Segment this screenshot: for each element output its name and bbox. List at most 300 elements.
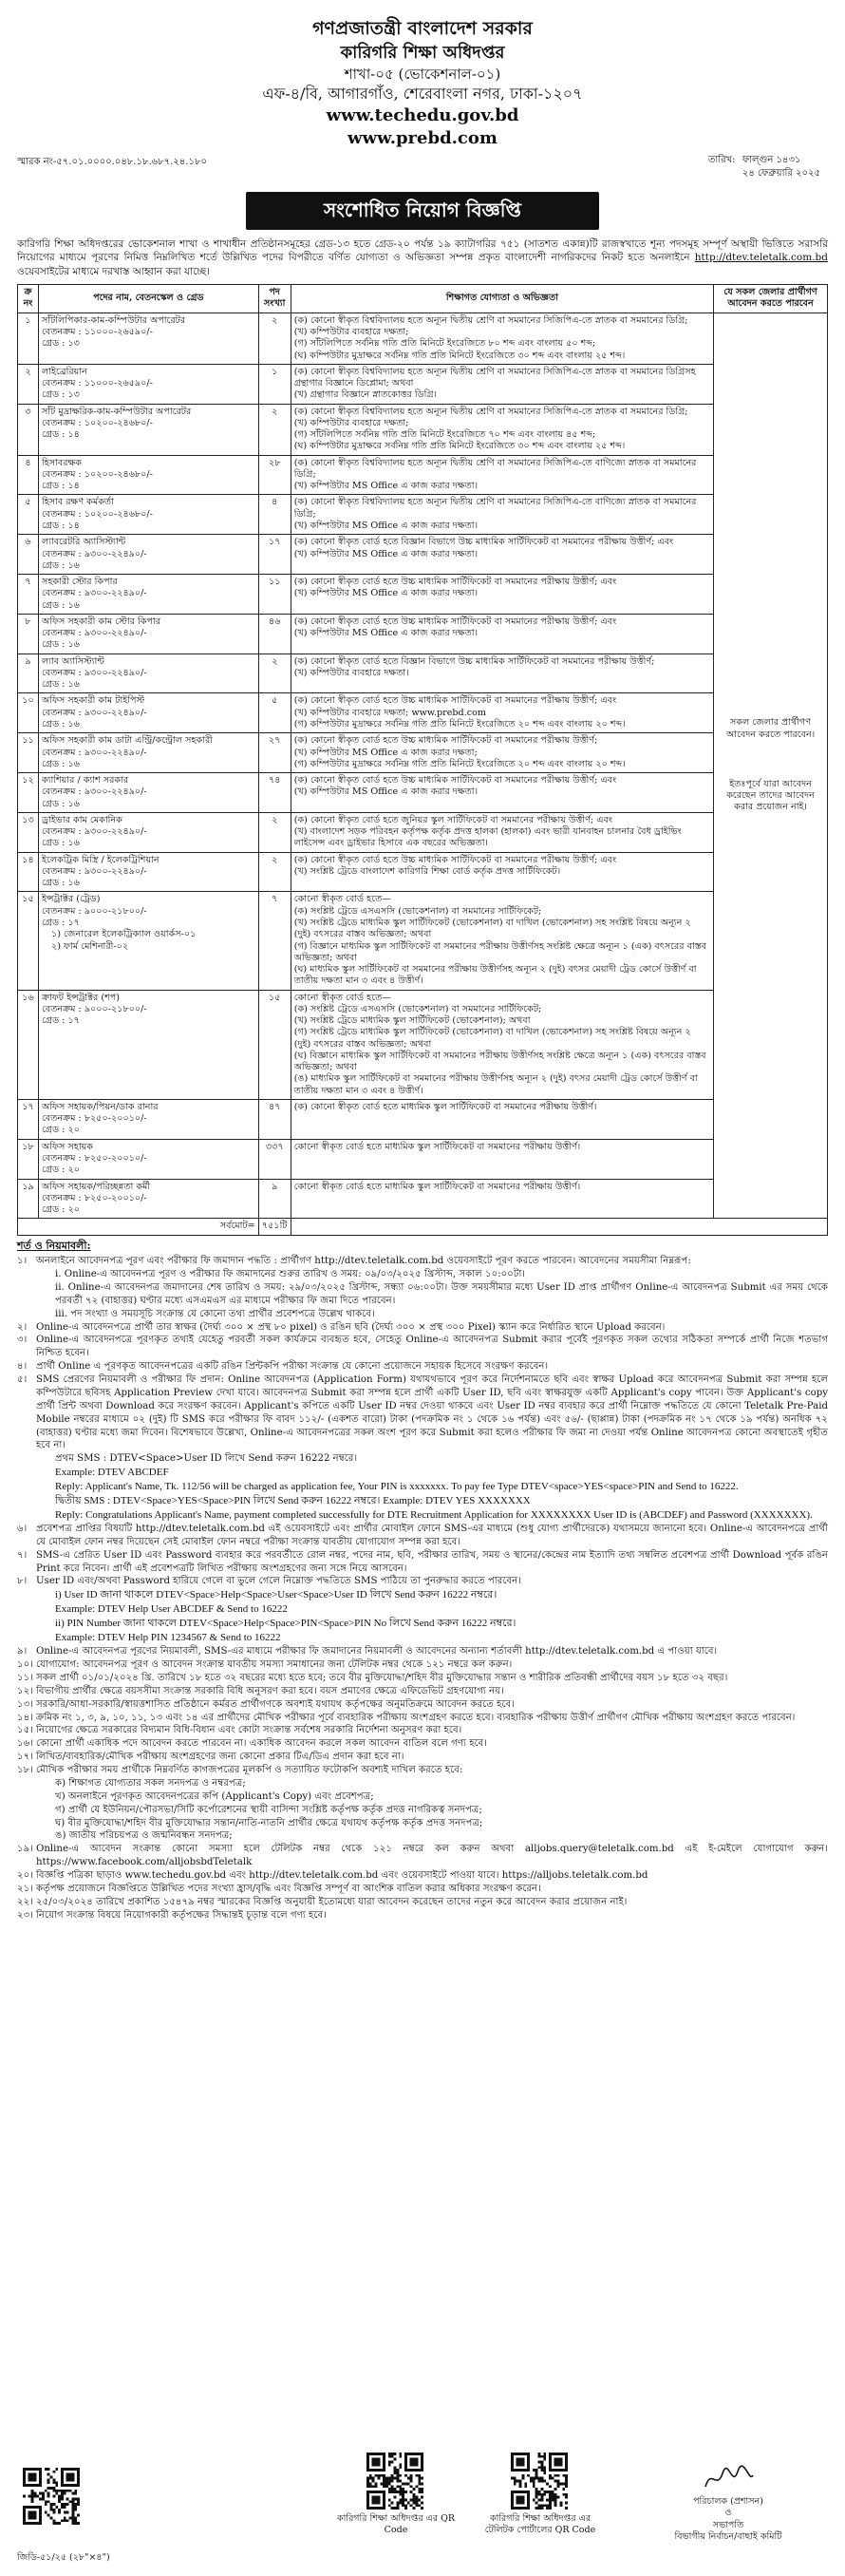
post-post: অফিস সহকারী কাম স্টোর কিপার [41,616,160,627]
qualification-line: (খ) কম্পিউটার MS Office এ কাজ করার দক্ষতা। [293,588,479,599]
qualification-line: (খ) সংশ্লিষ্ট ট্রেডে বাংলাদেশ কারিগরি শিক্ষা বোর্ড কর্তৃক প্রদত্ত সার্টিফিকেট। [293,865,561,877]
condition-item [17,1452,828,1466]
row-serial: ১ [18,313,39,364]
condition-text: নিয়োগ সংক্রান্ত বিষয়ে নিয়োগকারী কর্তৃপক্ষের সিদ্ধান্তই চূড়ান্ত বলে গণ্য হবে। [36,1909,327,1921]
condition-number: ৬। [17,1523,28,1534]
condition-text: ক) শিক্ষাগত যোগ্যতার সকল সনদপত্র ও নম্বরপত্র; [55,1777,246,1789]
condition-item [17,1817,828,1830]
post-post: অফিস সহায়ক [41,1141,93,1152]
condition-number [17,1617,36,1631]
qualification-line: (ঘ) মাধ্যমিক স্কুল সার্টিফিকেট বা সমমানের পরীক্ষায় উত্তীর্ণসহ অন্যূন ২ (দুই) বৎসর মেয়াদী ট্রেড কোর্সে উত্তীর্ণ বা তাতীয় দক্ষতা মান ৩ এবং ৪ উত্তীর্ণ। [293,964,697,987]
condition-number [17,1452,36,1466]
qualification-line: (খ) কম্পিউটার MS Office এ কাজ করার দক্ষতা। [293,481,479,492]
qualification-line: (ঙ) মাধ্যমিক স্কুল সার্টিফিকেট বা সমমানের পরীক্ষায় উত্তীর্ণসহ অন্যূন ২ (দুই) বৎসর মেয়াদী ট্রেড কোর্সে উত্তীর্ণ বা তাতীয় দক্ষতা মান ৩ এবং ৪ উত্তীর্ণ। [293,1073,698,1096]
row-qualification [291,313,713,364]
row-post [38,812,258,852]
post-post: ক্রাফট ইন্সট্রাক্টর (শপ) [41,992,120,1003]
qualification-line: (ক) কোনো স্বীকৃত বোর্ড হতে উচ্চ মাধ্যমিক সার্টিফিকেট বা সমমানের পরীক্ষায় উত্তীর্ণ; এবং [293,695,617,707]
condition-text: ক্রমিক নং ১, ৩, ৯, ১০, ১১, ১৩ এবং ১৪ এর প্রার্থীদের মৌখিক পরীক্ষার পূর্বে ব্যবহারিক পরীক্ষায় অংশগ্রহণ করতে হবে। ব্যবহারিক পরীক্ষায় উত্তীর্ণ প্রার্থীগণ মৌখিক পরীক্ষায় অংশগ্রহণ করতে পারবেন। [36,1712,796,1723]
condition-number: ১৩। [17,1698,33,1710]
qualification-line: (খ) কম্পিউটার MS Office এ কাজ করার দক্ষতা। [293,786,479,798]
post-grade: গ্রেড : ১৩ [41,338,80,350]
condition-number: ২৩। [17,1909,33,1921]
qualification-line: (ক) কোনো স্বীকৃত বোর্ড হতে জুনিয়র স্কুল সার্টিফিকেট বা সমমানের পরীক্ষায় উত্তীর্ণ; এবং [293,814,612,825]
table-row [18,614,828,653]
row-serial: ১২ [18,773,39,813]
condition-number: ৭। [17,1549,28,1561]
condition-number [17,1466,36,1480]
qualification-line: (ক) কোনো স্বীকৃত বোর্ড হতে উচ্চ মাধ্যমিক সার্টিফিকেট বা সমমানের পরীক্ষায় উত্তীর্ণ; এবং [293,854,617,865]
row-count: ২৮ [258,455,291,495]
teletalk-link[interactable]: http://dtev.teletalk.com.bd [694,252,828,264]
row-post [38,495,258,535]
row-serial: ৮ [18,614,39,653]
qualification-line: (ক) সংশ্লিষ্ট ট্রেডে এসএসসি (ভোকেশনাল) বা সমমানের সার্টিফিকেট; [293,905,542,917]
condition-number [17,1588,36,1602]
condition-item [17,1617,828,1631]
intro-text: কারিগরি শিক্ষা অধিদপ্তরের ভোকেশনাল শাখা ও শাখাধীন প্রতিষ্ঠানসমূহের গ্রেড-১৩ হতে গ্রেড-২০ পর্যন্ত ১৯ ক্যাটাগরির ৭৫১ (সাতশত একান্ন)টি রাজস্বখাতে শূন্য পদসমূহ সম্পূর্ণ অস্থায়ী ভিত্তিতে সরাসরি নিয়োগের মাধ্যমে পূরণের নিমিত্ত নিম্নলিখিত শর্তে উল্লিখিত পদের বিপরীতে বর্ণিত যোগ্যতা ও অভিজ্ঞতা সম্পন্ন প্রকৃত বাংলাদেশী নাগরিকদের নিকট হতে অনলাইনে [17,237,828,264]
post-post: হিসাব রক্ষণ কর্মকর্তা [41,497,114,508]
post-post: সহকারী স্টোর কিপার [41,577,118,588]
condition-item [17,1334,828,1360]
row-count: ৯ [258,1179,291,1219]
posts-table [17,284,828,1235]
condition-text: যোগাযোগ: আবেদনপত্র পূরণ ও আবেদন সংক্রান্ত যাবতীয় সমস্যা সমাধানের জন্য টেলিটক নম্বর থেকে ১২১ নম্বরে কল করুন। [36,1659,513,1670]
condition-text: ঙ) জাতীয় পরিচয়পত্র ও জন্মনিবন্ধন সনদপত্র; [55,1830,233,1842]
condition-text: Example: DTEV ABCDEF [55,1467,169,1479]
date-bn: ফাল্গুন ১৪৩১ [742,155,801,166]
post-grade: গ্রেড : ১৪ [41,521,80,531]
row-qualification [291,614,713,653]
post-scale: বেতনক্রম : ১১০০০-২৬৫৯০/- [41,327,153,338]
post-grade: গ্রেড : ১৬ [41,798,80,809]
website-prebd[interactable]: www.prebd.com [347,128,498,149]
post-post: অফিস সহায়ক/পরিচ্ছন্নতা কর্মী [41,1181,151,1192]
condition-number: ১১। [17,1672,33,1683]
condition-text: Reply: Applicant's Name, Tk. 112/56 will be charged as application fee, Your PIN is xxxxxxx. To pay fee Type DTEV<space>YES<space>PIN and Send to 16222. [55,1481,739,1493]
conditions-title: শর্ত ও নিয়মাবলী: [17,1239,91,1252]
row-count: ৫ [258,693,291,733]
notice-page [17,17,828,1923]
row-qualification [291,1099,713,1139]
row-post [38,990,258,1099]
row-serial: ১১ [18,733,39,773]
row-serial: ১৫ [18,892,39,990]
signature-block [648,2462,809,2543]
condition-item [17,1602,828,1617]
condition-item [17,1764,828,1777]
qualification-line: (গ) সাঁটলিপিতে সর্বনিম্ন গতি প্রতি মিনিটে ইংরেজিতে ৮০ শব্দ এবং বাংলায় ৫০ শব্দ; [293,338,596,350]
condition-text: Online-এ আবেদন সংক্রান্ত কোনো সমস্যা হলে টেলিটক নম্বর থেকে ১২১ নম্বরে কল করুন অথবা alljobs.query@teletalk.com.bd এই ই-মেইলে যোগাযোগ করুন। https://www.facebook.com/alljobsbdTeletalk [36,1844,828,1868]
row-serial: ৩ [18,404,39,455]
qualification-line: (ক) কোনো স্বীকৃত বিশ্ববিদ্যালয় হতে অন্যূন দ্বিতীয় শ্রেণি বা সমমানের সিজিপিএ-তে বাণিজ্যে স্নাতক বা সমমানের ডিগ্রি; [293,497,697,520]
row-qualification [291,812,713,852]
condition-item [17,1896,828,1909]
condition-text: Online-এ আবেদনপত্রে পূরণকৃত তথ্যই যেহেতু পরবর্তী সকল কার্যক্রমে ব্যবহৃত হবে, সেহেতু Online-এ আবেদনপত্র Submit করার পূর্বেই পূরণকৃত সকল তথ্যের সঠিকতা সম্পর্কে প্রার্থী নিজে শতভাগ নিশ্চিত হবেন। [36,1335,828,1359]
condition-text: ii. Online-এ আবেদনপত্র জমাদানের শেষ তারিখ ও সময়: ২৯/০৩/২০২৫ খ্রিস্টাব্দ, সন্ধ্যা ০৬:০০টা। উক্ত সময়সীমার মধ্যে User ID প্রাপ্ত প্রার্থীগণ Online-এ আবেদনপত্র Submit এর সময় থেকে পরবর্তী ৭২ (বাহাত্তর) ঘণ্টার মধ্যে এসএমএস এর মাধ্যমে পরীক্ষার ফি জমা দিতে পারবেন। [55,1281,828,1306]
table-row [18,495,828,535]
post-scale: বেতনক্রম : ৮২৫০-২০০১০/- [41,1153,147,1165]
condition-item [17,1843,828,1869]
qualification-line: (ক) কোনো স্বীকৃত বিশ্ববিদ্যালয় হতে অন্যূন দ্বিতীয় শ্রেণি বা সমমানের সিজিপিএ-তে স্নাতক বা সমমানের ডিগ্রি; [293,314,688,326]
condition-text: প্রবেশপত্র প্রাপ্তির বিষয়টি http://dtev.teletalk.com.bd এই ওয়েবসাইটে এবং প্রার্থীর মোবাইল ফোনে SMS-এর মাধ্যমে (শুধু যোগ্য প্রার্থীদেরকে) যথাসময়ে জানানো হবে। Online-এ আবেদনপত্রে প্রার্থী যে মোবাইল ফোন নম্বর দিয়েছেন সেই মোবাইল ফোন নম্বরে পরীক্ষা সংক্রান্ত যাবতীয় যোগাযোগ সম্পন্ন করা হবে। [36,1523,828,1547]
row-serial: ৪ [18,455,39,495]
condition-number [17,1494,36,1508]
condition-number [17,1790,36,1804]
qualification-line: কোনো স্বীকৃত বোর্ড হতে মাধ্যমিক স্কুল সার্টিফিকেট বা সমমানের পরীক্ষায় উত্তীর্ণ। [293,1141,581,1152]
qualification-line: (খ) কম্পিউটার ব্যবহারে দক্ষতা। [293,667,409,678]
qualification-line: (খ) কম্পিউটার MS Office এ কাজ করার দক্ষতা; [293,747,478,758]
qualification-line: (ক) সংশ্লিষ্ট ট্রেডে এসএসসি (ভোকেশনাল) বা সমমানের সার্টিফিকেট; [293,1003,542,1014]
row-post [38,614,258,653]
table-row [18,1099,828,1139]
signatory-and: ও [724,2508,732,2519]
table-row [18,455,828,495]
row-count: ৪ [258,495,291,535]
post-grade: গ্রেড : ২০ [41,1204,80,1216]
row-serial: ১৯ [18,1179,39,1219]
condition-item [17,1480,828,1494]
row-serial: ১৬ [18,990,39,1099]
row-post [38,535,258,575]
post-post: ইলেকট্রিক মিস্ত্রি / ইলেকট্রিশিয়ান [41,854,160,865]
condition-text: নিয়োগের ক্ষেত্রে সরকারের বিদ্যমান বিধি-বিধান এবং কোটা সংক্রান্ত সর্বশেষ সরকারি নির্দেশনা অনুসরণ করা হবে। [36,1725,462,1736]
row-serial: ১৭ [18,1099,39,1139]
condition-number: ১৪। [17,1712,33,1723]
qualification-line: (ক) কোনো স্বীকৃত বোর্ড হতে উচ্চ মাধ্যমিক সার্টিফিকেট বা সমমানের পরীক্ষায় উত্তীর্ণ; [293,735,598,747]
condition-number [17,1829,36,1843]
post-grade: গ্রেড : ১৭ [41,917,80,928]
condition-item [17,1751,828,1764]
header [17,17,828,150]
row-post [38,455,258,495]
condition-text: Example: DTEV Help PIN 1234567 & Send to 16222 [55,1632,281,1644]
condition-number: ৮। [17,1576,28,1587]
qualification-line: (গ) বিজ্ঞানে মাধ্যমিক স্কুল সার্টিফিকেট বা সমমানের পরীক্ষায় উত্তীর্ণসহ সংশ্লিষ্ট ক্ষেত্রে অন্যূন ১ (এক) বৎসরের বাস্তব অভিজ্ঞতা; অথবা [293,940,706,963]
condition-item [17,1360,828,1373]
post-scale: বেতনক্রম : ৮২৫০-২০০১০/- [41,1192,147,1203]
condition-item [17,1631,828,1645]
qualification-line: (ক) কোনো স্বীকৃত বোর্ড হতে বিজ্ঞান বিভাগে উচ্চ মাধ্যমিক সার্টিফিকেট বা সমমানের পরীক্ষায় উত্তীর্ণ; [293,655,655,667]
qualification-line: (ক) কোনো স্বীকৃত বিশ্ববিদ্যালয় হতে অন্যূন দ্বিতীয় শ্রেণি বা সমমানের সিজিপিএ-তে বাণিজ্যে স্নাতক বা সমমানের ডিগ্রি; [293,457,697,480]
condition-text: বিভাগীয় প্রার্থীর ক্ষেত্রে বয়সসীমা সংক্রান্ত সরকারি বিধি অনুসরণ করা হবে। বয়স প্রমাণের ক্ষেত্রে এফিডেভিট গ্রহণযোগ্য নয়। [36,1685,504,1696]
row-count: ৪৬ [258,614,291,653]
condition-text: খ) অনলাইনে পূরণকৃত আবেদনপত্রের কপি (Applicant's Copy) এবং প্রবেশপত্র; [55,1790,374,1802]
row-count: ২ [258,653,291,693]
table-row [18,535,828,575]
condition-item [17,1909,828,1923]
condition-text: SMS-এ প্রেরিত User ID এবং Password ব্যবহার করে পরবর্তীতে রোল নম্বর, পদের নাম, ছবি, পরীক্ষার তারিখ, সময় ও স্থানের/কেন্দ্রের নাম ইত্যাদি তথ্য সম্বলিত প্রবেশপত্র প্রার্থী Download পূর্বক রঙিন Print করে নিবেন। প্রার্থী এই প্রবেশপত্রটি লিখিত পরীক্ষায় অংশগ্রহণের জন্য সঙ্গে নিয়ে আসবেন। [36,1549,828,1574]
post-grade: গ্রেড : ১৬ [41,838,80,849]
header-count: পদ সংখ্যা [258,285,291,313]
condition-item [17,1523,828,1549]
condition-item [17,1829,828,1843]
table-row [18,733,828,773]
notice-banner: সংশোধিত নিয়োগ বিজ্ঞপ্তি [246,192,599,229]
row-post [38,313,258,364]
condition-number [17,1602,36,1617]
table-row [18,313,828,364]
post-post: ড্রাইভার কাম মেকানিক [41,814,122,825]
signature-mark [648,2462,809,2496]
condition-number [17,1777,36,1790]
condition-number: ৫। [17,1374,28,1385]
post-grade: গ্রেড : ১৪ [41,481,80,492]
qualification-line: (ঘ) কম্পিউটার মুদ্রাক্ষরে সর্বনিম্ন গতি প্রতি মিনিটে ইংরেজিতে ৩০ শব্দ এবং বাংলায় ২৫ শব্দ। [293,441,626,452]
post-post: ক্যাশিয়ার / ক্যাশ সরকার [41,775,129,786]
qualification-line: (খ) সংশ্লিষ্ট ট্রেডে মাধ্যমিক স্কুল সার্টিফিকেট (ভোকেশনাল) বা দাখিল (ভোকেশনাল) সহ সংশ্লিষ্ট বিষয়ে অন্যূন ২ (দুই) বৎসরের বাস্তব অভিজ্ঞতা; অথবা [293,917,691,940]
qualification-line: (খ) কম্পিউটার ব্যবহারে দক্ষতা; [293,327,409,338]
condition-number: ৩। [17,1335,28,1346]
signatory-title: পরিচালক (প্রশাসন) [693,2496,763,2507]
condition-text: ২৫/০৩/২০২৪ তারিখে প্রকাশিত ১৫৪৭৯ নম্বর স্মারকের বিজ্ঞপ্তি অনুযায়ী ইতোমধ্যে যারা আবেদন করেছেন তাদের নতুন করে আবেদন করার প্রয়োজন নাই। [36,1896,628,1907]
condition-number: ১৭। [17,1752,33,1763]
memo-number: স্মারক নং-৫৭.০১.০০০০.০৪৮.১৮.৬৮৭.২৪.১৮০ [17,157,207,168]
qualification-line: (খ) গ্রন্থাগার বিজ্ঞানে স্নাতকোত্তর ডিগ্রি। [293,389,438,401]
condition-text: প্রার্থী Online এ পূরণকৃত আবেদনপত্রের একটি রঙিন প্রিন্টকপি পরীক্ষা সংক্রান্ত যে কোনো প্রয়োজনে সহায়ক হিসেবে সংরক্ষণ করবেন। [36,1361,549,1373]
condition-text: অনলাইনে আবেদনপত্র পূরণ এবং পরীক্ষার ফি জমাদান পদ্ধতি : প্রার্থীগণ http://dtev.teletalk.com.bd ওয়েবসাইটে পূরণ করতে পারবেন। আবেদনের সময়সীমা নিম্নরূপ: [36,1256,691,1267]
address: এফ-৪/বি, আগারগাঁও, শেরেবাংলা নগর, ঢাকা-১২০৭ [262,85,583,104]
condition-item [17,1698,828,1712]
condition-text: সকল প্রার্থী ০১/০১/২০২৪ খ্রি. তারিখে ১৮ হতে ৩২ বছরের মধ্যে হতে হবে; তবে বীর মুক্তিযোদ্ধা/শহিদ বীর মুক্তিযোদ্ধার সন্তান ও শারীরিক প্রতিবন্ধী প্রার্থীদের বয়স ১৮ হতে ৩২ বছর। [36,1672,728,1683]
table-row [18,773,828,813]
row-qualification [291,535,713,575]
condition-number: ১২। [17,1685,33,1696]
condition-text: দ্বিতীয় SMS : DTEV<Space>YES<Space>PIN লিখে Send করুন 16222 নম্বরে। Example: DTEV YES XXXXXXX [55,1495,531,1507]
condition-item [17,1268,828,1281]
row-post [38,1099,258,1139]
row-count: ১৭ [258,535,291,575]
row-qualification [291,364,713,404]
condition-number [17,1268,36,1281]
condition-item [17,1777,828,1790]
qr-code-teletalk [511,2453,568,2510]
condition-number [17,1281,36,1308]
condition-item [17,1645,828,1658]
qualification-line: (গ) সাঁটলিপিতে সর্বনিম্ন গতি প্রতি মিনিটে ইংরেজিতে ৭০ শব্দ এবং বাংলায় ৪৫ শব্দ; [293,429,596,441]
condition-item [17,1255,828,1268]
row-count: ২ [258,404,291,455]
qr-pattern [366,2453,423,2510]
condition-text: i. Online-এ আবেদনপত্র পূরণ ও পরীক্ষার ফি জমাদানের শুরুর তারিখ ও সময়: ০৯/০৩/২০২৫ খ্রিস্টাব্দ, সকাল ১০:০০টা। [55,1269,526,1279]
date-label: তারিখ: [707,155,736,166]
condition-item [17,1790,828,1804]
condition-number [17,1308,36,1321]
condition-number: ১৫। [17,1725,33,1736]
row-post [38,852,258,892]
qualification-line: (ক) কোনো স্বীকৃত বিশ্ববিদ্যালয় হতে অন্যূন দ্বিতীয় শ্রেণি বা সমমানের সিজিপিএ-তে স্নাতক বা সমমানের ডিগ্রিসহ গ্রন্থাগার বিজ্ঞানে ডিপ্লোমা; অথবা [293,366,696,389]
condition-number [17,1817,36,1830]
post-post: হিসাবরক্ষক [41,457,82,468]
condition-number: ১। [17,1256,28,1267]
qualification-line: (খ) কম্পিউটার MS Office এ কাজ করার দক্ষতা। [293,628,479,639]
qualification-line: (গ) কম্পিউটার মুদ্রাক্ষরে সর্বনিম্ন গতি প্রতি মিনিটে ইংরেজিতে ২০ শব্দ এবং বাংলায় ২০ শব্দ। [293,758,626,769]
post-scale: বেতনক্রম : ৯৩০০-২২৪৯০/- [41,786,147,798]
condition-text: ii) PIN Number জানা থাকলে DTEV<Space>Help<Space>PIN<Space>PIN No লিখে Send করুন 16222 নম্বরে। [55,1618,516,1630]
date-block [707,154,820,179]
qualification-line: (খ) সংশ্লিষ্ট ট্রেডে মাধ্যমিক স্কুল সার্টিফিকেট (ভোকেশনাল); অথবা [293,1015,531,1027]
post-scale: বেতনক্রম : ৮২৫০-২০০১০/- [41,1113,147,1125]
qualification-line: (ঘ) বিজ্ঞানে মাধ্যমিক স্কুল সার্টিফিকেট বা সমমানের পরীক্ষায় উত্তীর্ণসহ সংশ্লিষ্ট ক্ষেত্রে অন্যূন ১ (এক) বৎসরের বাস্তব অভিজ্ঞতা; অথবা [293,1050,706,1073]
post-post: সাঁট মুদ্রাক্ষরিক-কাম-কম্পিউটার অপারেটর [41,406,192,417]
table-row [18,852,828,892]
condition-text: Example: DTEV Help User ABCDEF & Send to 16222 [55,1603,288,1616]
condition-item [17,1712,828,1725]
qualification-line: (গ) সংশ্লিষ্ট ট্রেডে মাধ্যমিক স্কুল সার্টিফিকেট (ভোকেশনাল) বা দাখিল (ভোকেশনাল) সহ সংশ্লিষ্ট বিষয়ে অন্যূন ২ (দুই) বৎসরের বাস্তব অভিজ্ঞতা; অথবা [293,1027,691,1050]
qualification-line: (ক) কোনো স্বীকৃত বোর্ড হতে মাধ্যমিক স্কুল সার্টিফিকেট বা সমমানের পরীক্ষায় উত্তীর্ণ। [293,1101,597,1112]
post-scale: বেতনক্রম : ৯৩০০-২২৪৯০/- [41,628,147,639]
condition-text: i) User ID জানা থাকলে DTEV<Space>Help<Space>User<Space>User ID লিখে Send করুন 16222 নম্বরে। [55,1589,498,1601]
row-post [38,404,258,455]
row-qualification [291,773,713,813]
website-gov[interactable]: www.techedu.gov.bd [326,104,519,125]
condition-number [17,1480,36,1494]
table-total-row [18,1219,828,1235]
row-qualification [291,653,713,693]
table-row [18,653,828,693]
row-post [38,364,258,404]
row-qualification [291,1139,713,1179]
row-qualification [291,693,713,733]
condition-item [17,1658,828,1672]
condition-number [17,1804,36,1817]
qr-pattern [511,2453,568,2510]
row-post [38,892,258,990]
condition-item [17,1737,828,1751]
footer [17,2451,828,2565]
condition-number [17,1631,36,1645]
total-label: সর্বমোট= [18,1219,259,1235]
table-row [18,990,828,1099]
signatory-role: সভাপতি [712,2519,744,2530]
row-count: ১৫ [258,990,291,1099]
post-grade: গ্রেড : ১৬ [41,758,80,769]
districts-note-previous: ইতঃপূর্বে যারা আবেদন করেছেন তাদের আবেদন করার প্রয়োজন নাই। [726,778,815,813]
date-en: ২৪ ফেব্রুয়ারি ২০২৫ [742,167,820,179]
row-serial: ৭ [18,575,39,615]
condition-item [17,1804,828,1817]
condition-number: ২২। [17,1896,33,1907]
table-row [18,1139,828,1179]
qualification-line: (খ) কম্পিউটার MS Office এ কাজ করার দক্ষতা। [293,548,479,559]
qr-teletalk-caption: কারিগরি শিক্ষা অধিদপ্তর এর টেলিটক পোর্টালের QR Code [484,2513,596,2536]
table-row [18,812,828,852]
condition-text: Online-এ আবেদনপত্রে প্রার্থী তার স্বাক্ষর (দৈর্ঘ্য ৩০০ × প্রস্থ ৮০ pixel) ও রঙিন ছবি (দৈর্ঘ্য ৩০০ × প্রস্থ ৩০০ Pixel) স্ক্যান করে নির্ধারিত স্থানে Upload করবেন। [36,1321,666,1333]
districts-note: সকল জেলার প্রার্থীগণ আবেদন করতে পারবেন। [725,717,816,740]
row-post [38,733,258,773]
conditions-list [17,1255,828,1922]
qualification-line: (ক) কোনো স্বীকৃত বোর্ড হতে উচ্চ মাধ্যমিক সার্টিফিকেট বা সমমানের পরীক্ষায় উত্তীর্ণ; এবং [293,577,617,588]
row-post [38,1179,258,1219]
post-scale: বেতনক্রম : ১১০০০-২৬৫৯০/- [41,378,153,389]
condition-text: iii. পদ সংখ্যা ও সময়সূচি সংক্রান্ত যে কোনো তথ্য প্রার্থীর প্রবেশপত্রে উল্লেখ থাকবে। [55,1308,375,1319]
header-qualification: শিক্ষাগত যোগ্যতা ও অভিজ্ঞতা [291,285,713,313]
header-serial: ক্র নং [18,285,39,313]
table-row [18,404,828,455]
row-qualification [291,990,713,1099]
post-post: ইন্সট্রাক্টর (ট্রেড) [41,894,101,905]
condition-number: ৪। [17,1361,28,1373]
row-count: ৭ [258,892,291,990]
qualification-line: কোনো স্বীকৃত বোর্ড হতে— [293,894,391,905]
signatory-committee: বিভাগীয় নির্বাচন/বাছাই কমিটি [674,2531,782,2543]
qualification-line: কোনো স্বীকৃত বোর্ড হতে— [293,992,391,1003]
post-scale: বেতনক্রম : ১০২০০-২৪৬৮০/- [41,508,153,520]
gd-memo: জিডি-৫১/২৫ (২৮"×৪") [17,2552,110,2564]
condition-item [17,1494,828,1508]
row-count: ১ [258,364,291,404]
row-qualification [291,495,713,535]
row-post [38,693,258,733]
post-grade: গ্রেড : ১৩ [41,389,80,401]
qr-dte-caption: কারিগরি শিক্ষা অধিদপ্তর এর QR Code [336,2513,456,2536]
header-post: পদের নাম, বেতনস্কেল ও গ্রেড [38,285,258,313]
post-grade: গ্রেড : ১৬ [41,718,80,729]
row-qualification [291,404,713,455]
table-body [18,313,828,1235]
condition-number: ৯। [17,1646,28,1657]
post-grade: গ্রেড : ১৬ [41,639,80,651]
row-post [38,653,258,693]
condition-number [17,1508,36,1523]
condition-text: বিজ্ঞপ্তি পত্রিকা ছাড়াও www.techedu.gov.bd এবং http://dtev.teletalk.com.bd এবং ওয়েবসাইটে পাওয়া যাবে। https://alljobs.teletalk.com.bd [36,1870,648,1881]
post-grade: গ্রেড : ১৬ [41,559,80,571]
row-qualification [291,852,713,892]
condition-item [17,1508,828,1523]
condition-text: সরকারি/আধা-সরকারি/স্বায়ত্তশাসিত প্রতিষ্ঠানে কর্মরত প্রার্থীগণকে অবশ্যই যথাযথ কর্তৃপক্ষের অনুমতিক্রমে আবেদন করতে হবে। [36,1698,515,1710]
post-scale: বেতনক্রম : ৯৩০০-২২৪৯০/- [41,588,147,599]
qualification-line: (ক) কোনো স্বীকৃত বোর্ড হতে বিজ্ঞান বিভাগে উচ্চ মাধ্যমিক সার্টিফিকেট বা সমমানের পরীক্ষায় উত্তীর্ণ; এবং [293,537,674,548]
row-count: ৪৭ [258,1099,291,1139]
condition-item [17,1321,828,1335]
post-post: অফিস সহকারী কাম টাইপিস্ট [41,695,145,707]
post-scale: বেতনক্রম : ৯০০০-২১৮০০/- [41,905,147,917]
row-count: ৩৩৭ [258,1139,291,1179]
qualification-line: (ক) কোনো স্বীকৃত বিশ্ববিদ্যালয় হতে অন্যূন দ্বিতীয় শ্রেণি বা সমমানের সিজিপিএ-তে স্নাতক বা সমমানের ডিগ্রি; [293,406,688,417]
qr-code-dte [366,2453,423,2510]
row-count: ২ [258,852,291,892]
row-serial: ১৩ [18,812,39,852]
condition-item [17,1685,828,1698]
condition-text: মৌখিক পরীক্ষার সময় প্রার্থীকে নিম্নবর্ণিত কাগজপত্রের মূলকপি ও সত্যায়িত ফটোকপি অবশ্যই দাখিল করতে হবে: [36,1765,463,1775]
govt-title: গণপ্রজাতন্ত্রী বাংলাদেশ সরকার [312,18,533,39]
condition-number: ২০। [17,1870,33,1881]
condition-item [17,1724,828,1737]
row-serial: ১০ [18,693,39,733]
condition-item [17,1588,828,1602]
row-qualification [291,892,713,990]
qualification-line: (খ) বাংলাদেশ সড়ক পরিবহন কর্তৃপক্ষ কর্তৃক প্রদত্ত হালকা (হালকা) এবং ভারী যানবাহন চালনার বৈধ ড্রাইভিং লাইসেন্স এবং ড্রাইভার হিসাবে এক বছরের অভিজ্ঞতা। [293,826,682,849]
condition-number: ১৮। [17,1765,33,1775]
row-count: ১১ [258,575,291,615]
qualification-line: (খ) কম্পিউটার MS Office এ কাজ করার দক্ষতা। [293,521,479,531]
condition-text: SMS প্রেরণের নিয়মাবলী ও পরীক্ষার ফি প্রদান: Online আবেদনপত্র (Application Form) যথাযথভাবে পূরণ করে নির্দেশনামতে ছবি এবং স্বাক্ষর Upload করে আবেদনপত্র Submit করা সম্পন্ন হলে কম্পিউটারে ছবিসহ Application Preview দেখা যাবে। আবেদনপত্র Submit করা সম্পন্ন হলে প্রার্থী একটি User ID, ছবি এবং স্বাক্ষরযুক্ত একটি Applicant's copy পাবেন। উক্ত Applicant's copy প্রার্থী প্রিন্ট অথবা Download করে সংরক্ষণ করবেন। Applicant's কপিতে একটি User ID নম্বর দেওয়া থাকবে এবং User ID নম্বর ব্যবহার করে প্রার্থী নিম্নোক্ত পদ্ধতিতে যে কোনো Teletalk Pre-Paid Mobile নম্বরের মাধ্যমে ০২ (দুই) টি SMS করে পরীক্ষার ফি বাবদ ১১২/- (একশত বারো) টাকা (পদক্রমিক নং ১ থেকে ১৬ পর্যন্ত) এবং ৫৬/- (ছাপ্পান্ন) টাকা (পদক্রমিক নং ১৭ থেকে ১৯ পর্যন্ত) অনধিক ৭২ (বাহাত্তর) ঘণ্টার মধ্যে জমা দিবেন। বিশেষভাবে উল্লেখ্য, Online-এ আবেদনপত্রের সকল অংশ পূরণ করে Submit করা হলেও পরীক্ষার ফি জমা না দেওয়া পর্যন্ত Online আবেদনপত্র কোনো অবস্থাতেই গৃহীত হবে না। [36,1374,828,1451]
intro-tail: ওয়েবসাইটের মাধ্যমে দরখাস্ত আহ্বান করা যাচ্ছে। [17,265,210,277]
condition-text: প্রথম SMS : DTEV<Space>User ID লিখে Send করুন 16222 নম্বরে। [55,1453,358,1465]
table-row [18,364,828,404]
row-serial: ১৮ [18,1139,39,1179]
post-grade: গ্রেড : ১৭ [41,1015,80,1027]
total-empty [291,1219,827,1235]
post-post: ল্যাব অ্যাসিস্ট্যান্ট [41,655,104,667]
table-row [18,575,828,615]
header-districts: যে সকল জেলার প্রার্থীগণ আবেদন করতে পারবেন [714,285,828,313]
row-serial: ৯ [18,653,39,693]
post-scale: বেতনক্রম : ১০২০০-২৪৬৮০/- [41,417,153,428]
condition-text: ঘ) বীর মুক্তিযোদ্ধা/শহিদ বীর মুক্তিযোদ্ধার সন্তান/নাতি-নাতনি প্রার্থীর ক্ষেত্রে যথাযথ কর্তৃপক্ষ কর্তৃক প্রদত্ত সনদপত্র; [55,1817,483,1828]
directorate-title: কারিগরি শিক্ষা অধিদপ্তর [340,42,505,63]
intro-paragraph [17,237,828,278]
